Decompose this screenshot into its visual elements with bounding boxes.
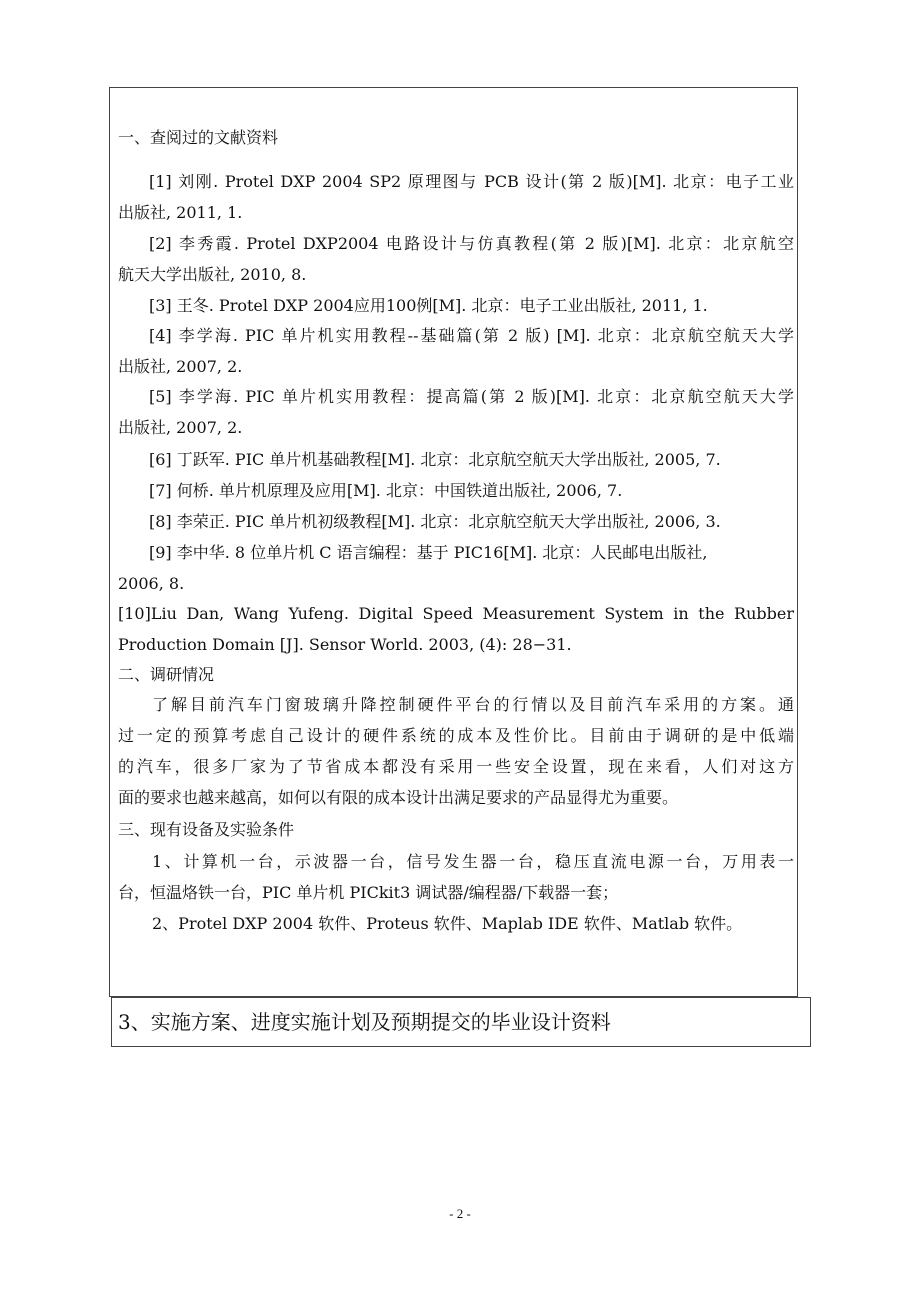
reference-6: [6] 丁跃军. PIC 单片机基础教程[M]. 北京：北京航空航天大学出版社, 2005, 7. <box>149 450 721 469</box>
reference-2-line-1: [2] 李秀霞. Protel DXP2004 电路设计与仿真教程(第 2 版)[M]. 北京：北京航空 <box>149 234 794 253</box>
reference-4-line-2: 出版社, 2007, 2. <box>118 357 243 376</box>
reference-9-line-1: [9] 李中华. 8 位单片机 C 语言编程：基于 PIC16[M]. 北京：人民邮电出版社, <box>149 543 708 562</box>
reference-10-line-2: Production Domain [J]. Sensor World. 2003, (4): 28−31. <box>118 635 572 654</box>
heading-references: 一、查阅过的文献资料 <box>118 128 279 147</box>
reference-8: [8] 李荣正. PIC 单片机初级教程[M]. 北京：北京航空航天大学出版社, 2006, 3. <box>149 512 721 531</box>
reference-2-line-2: 航天大学出版社, 2010, 8. <box>118 265 307 284</box>
reference-4-line-1: [4] 李学海. PIC 单片机实用教程--基础篇(第 2 版) [M]. 北京：北京航空航天大学 <box>149 326 794 345</box>
reference-9-line-2: 2006, 8. <box>118 574 185 593</box>
research-line-3: 的汽车，很多厂家为了节省成本都没有采用一些安全设置，现在来看，人们对这方 <box>118 757 794 776</box>
section-3-title: 3、实施方案、进度实施计划及预期提交的毕业设计资料 <box>118 1010 611 1034</box>
equipment-line-1: 1、计算机一台，示波器一台，信号发生器一台，稳压直流电源一台，万用表一 <box>152 852 794 871</box>
equipment-line-2: 台，恒温烙铁一台，PIC 单片机 PICkit3 调试器/编程器/下载器一套； <box>118 883 619 902</box>
reference-3: [3] 王冬. Protel DXP 2004应用100例[M]. 北京：电子工业出版社, 2011, 1. <box>149 296 708 315</box>
heading-research: 二、调研情况 <box>118 665 215 684</box>
page-number: - 2 - <box>449 1206 471 1221</box>
reference-5-line-2: 出版社, 2007, 2. <box>118 418 243 437</box>
reference-1-line-2: 出版社, 2011, 1. <box>118 203 243 222</box>
research-line-1: 了解目前汽车门窗玻璃升降控制硬件平台的行情以及目前汽车采用的方案。通 <box>152 695 794 714</box>
reference-1-line-1: [1] 刘刚. Protel DXP 2004 SP2 原理图与 PCB 设计(第 2 版)[M]. 北京：电子工业 <box>149 172 794 191</box>
research-line-2: 过一定的预算考虑自己设计的硬件系统的成本及性价比。目前由于调研的是中低端 <box>118 726 794 745</box>
reference-5-line-1: [5] 李学海. PIC 单片机实用教程：提高篇(第 2 版)[M]. 北京：北京航空航天大学 <box>149 387 794 406</box>
heading-equipment: 三、现有设备及实验条件 <box>118 820 295 839</box>
reference-7: [7] 何桥. 单片机原理及应用[M]. 北京：中国铁道出版社, 2006, 7. <box>149 481 623 500</box>
reference-10-line-1: [10]Liu Dan, Wang Yufeng. Digital Speed Measurement System in the Rubber <box>118 604 794 623</box>
equipment-line-3: 2、Protel DXP 2004 软件、Proteus 软件、Maplab IDE 软件、Matlab 软件。 <box>152 914 743 933</box>
research-line-4: 面的要求也越来越高，如何以有限的成本设计出满足要求的产品显得尤为重要。 <box>118 788 679 807</box>
